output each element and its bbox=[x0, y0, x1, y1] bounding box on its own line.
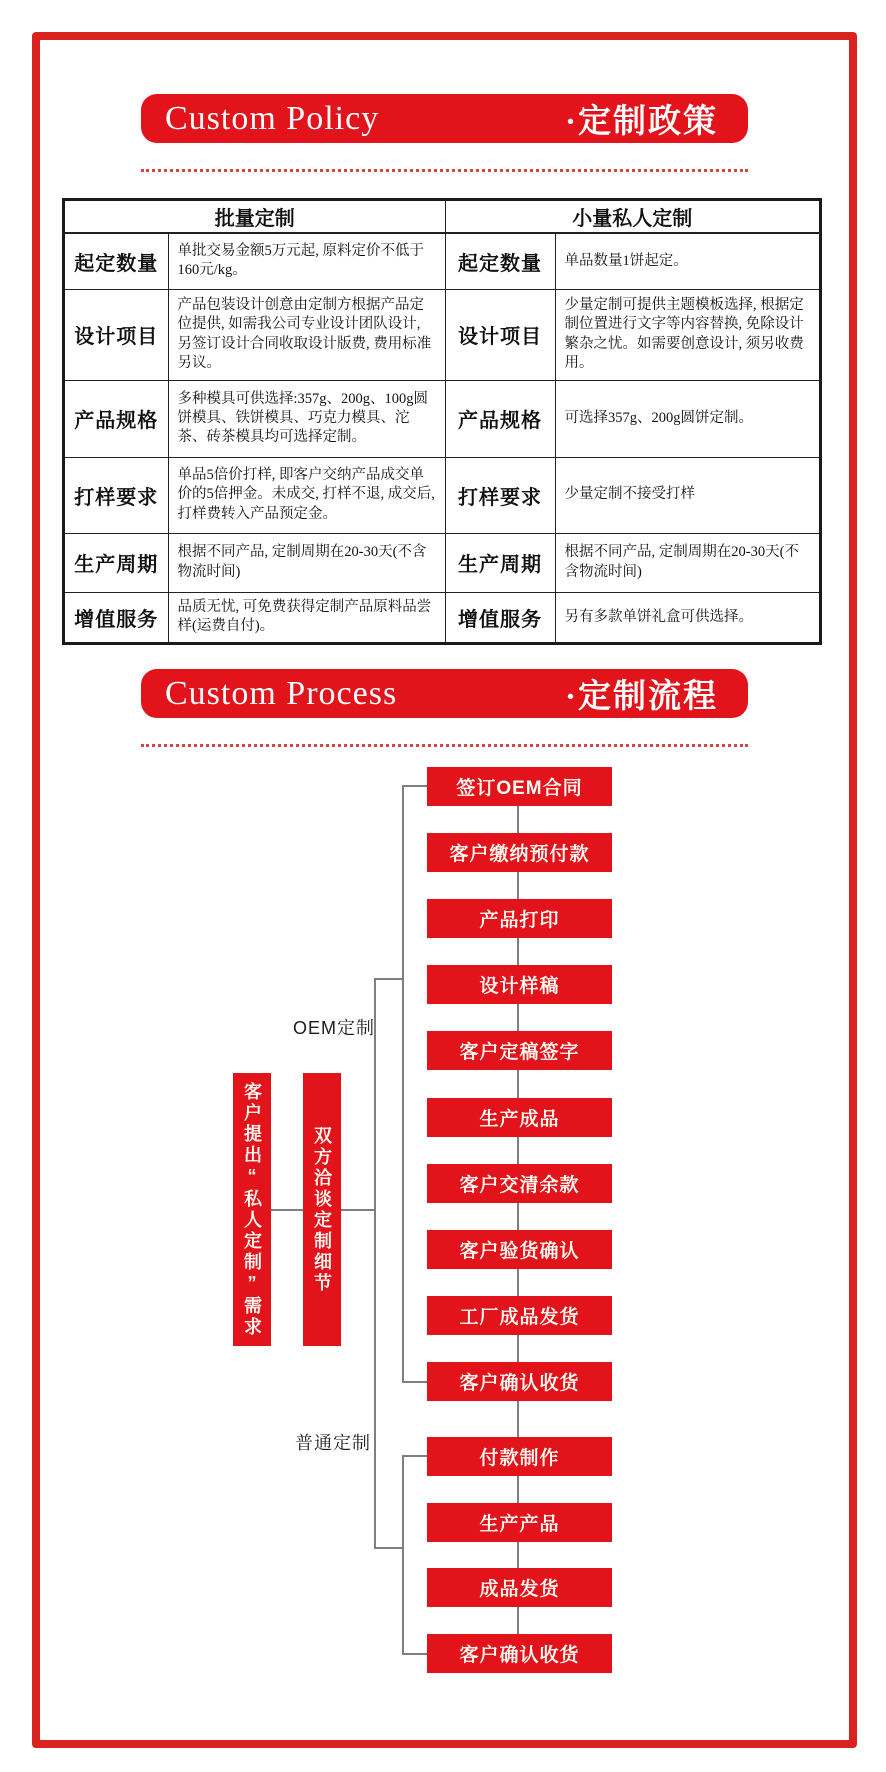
table-header-row bbox=[64, 200, 820, 233]
connector-branch-vertical bbox=[374, 978, 376, 1549]
connector-step bbox=[517, 1203, 519, 1230]
flow-start-bar-customer-demand bbox=[233, 1073, 271, 1346]
flow-start-bar-negotiation-label: 双方洽谈定制细节 bbox=[312, 1125, 332, 1294]
row-label-right: 打样要求 bbox=[445, 457, 555, 533]
flow-step: 工厂成品发货 bbox=[427, 1296, 612, 1335]
dotted-divider-2 bbox=[141, 744, 748, 747]
connector-oem-top-stub bbox=[402, 785, 428, 787]
flow-step: 客户确认收货 bbox=[427, 1634, 612, 1673]
process-banner bbox=[141, 669, 748, 718]
row-value-private: 少量定制不接受打样 bbox=[555, 457, 820, 533]
row-value-private: 单品数量1饼起定。 bbox=[555, 233, 820, 289]
connector-step bbox=[517, 1335, 519, 1362]
connector-normal-spine bbox=[402, 1456, 404, 1655]
row-value-bulk: 根据不同产品, 定制周期在20-30天(不含物流时间) bbox=[168, 533, 445, 592]
flow-step: 客户确认收货 bbox=[427, 1362, 612, 1401]
row-label-left: 生产周期 bbox=[64, 533, 168, 592]
row-label-right: 生产周期 bbox=[445, 533, 555, 592]
connector-oem-spine bbox=[402, 786, 404, 1383]
flow-start-bar-negotiation bbox=[303, 1073, 341, 1346]
flow-step: 签订OEM合同 bbox=[427, 767, 612, 806]
connector-step bbox=[517, 1070, 519, 1098]
connector-step bbox=[517, 1607, 519, 1634]
policy-banner bbox=[141, 94, 748, 143]
connector-step bbox=[517, 1401, 519, 1437]
flow-start-bar-customer-demand-label: 客户提出“私人定制”需求 bbox=[242, 1081, 262, 1338]
row-value-bulk: 产品包装设计创意由定制方根据产品定位提供, 如需我公司专业设计团队设计, 另签订设计合同收取设计版费, 费用标准另议。 bbox=[168, 289, 445, 380]
flow-step: 付款制作 bbox=[427, 1437, 612, 1476]
flow-step: 客户验货确认 bbox=[427, 1230, 612, 1269]
row-value-private: 另有多款单饼礼盒可供选择。 bbox=[555, 592, 820, 643]
row-value-bulk: 多种模具可供选择:357g、200g、100g圆饼模具、铁饼模具、巧克力模具、沱茶、砖茶模具均可选择定制。 bbox=[168, 380, 445, 457]
connector-step bbox=[517, 1542, 519, 1568]
flow-step: 生产产品 bbox=[427, 1503, 612, 1542]
row-value-bulk: 品质无忧, 可免费获得定制产品原料品尝样(运费自付)。 bbox=[168, 592, 445, 643]
row-value-private: 少量定制可提供主题模板选择, 根据定制位置进行文字等内容替换, 免除设计繁杂之忧。如需要创意设计, 须另收费用。 bbox=[555, 289, 820, 380]
policy-banner-title-zh: ·定制政策 bbox=[564, 104, 718, 140]
row-label-right: 起定数量 bbox=[445, 233, 555, 289]
connector-branch-to-oem bbox=[376, 978, 403, 980]
table-row bbox=[64, 592, 820, 643]
row-value-bulk: 单批交易金额5万元起, 原料定价不低于160元/kg。 bbox=[168, 233, 445, 289]
row-label-left: 增值服务 bbox=[64, 592, 168, 643]
table-row bbox=[64, 457, 820, 533]
connector-step bbox=[517, 872, 519, 899]
connector-step bbox=[517, 1004, 519, 1031]
row-label-left: 起定数量 bbox=[64, 233, 168, 289]
connector-normal-bottom-stub bbox=[402, 1653, 428, 1655]
flow-step: 生产成品 bbox=[427, 1098, 612, 1137]
row-value-private: 可选择357g、200g圆饼定制。 bbox=[555, 380, 820, 457]
dotted-divider-1 bbox=[141, 169, 748, 172]
connector-step bbox=[517, 1476, 519, 1503]
flow-step: 成品发货 bbox=[427, 1568, 612, 1607]
row-label-left: 产品规格 bbox=[64, 380, 168, 457]
table-row bbox=[64, 380, 820, 457]
flow-step: 产品打印 bbox=[427, 899, 612, 938]
row-label-right: 设计项目 bbox=[445, 289, 555, 380]
table-row bbox=[64, 233, 820, 289]
table-header-bulk: 批量定制 bbox=[64, 200, 445, 233]
table-row bbox=[64, 289, 820, 380]
table-row bbox=[64, 533, 820, 592]
policy-banner-title-en: Custom Policy bbox=[165, 99, 380, 137]
connector-step bbox=[517, 806, 519, 833]
row-value-bulk: 单品5倍价打样, 即客户交纳产品成交单价的5倍押金。未成交, 打样不退, 成交后, 打样费转入产品预定金。 bbox=[168, 457, 445, 533]
connector-oem-bottom-stub bbox=[402, 1381, 428, 1383]
row-label-right: 产品规格 bbox=[445, 380, 555, 457]
process-banner-title-zh: ·定制流程 bbox=[564, 679, 718, 715]
flow-step: 客户缴纳预付款 bbox=[427, 833, 612, 872]
connector-step bbox=[517, 1269, 519, 1296]
connector-step bbox=[517, 1137, 519, 1164]
branch-label-oem: OEM定制 bbox=[293, 1018, 376, 1038]
row-label-left: 设计项目 bbox=[64, 289, 168, 380]
process-banner-title-en: Custom Process bbox=[165, 674, 398, 712]
table-header-private: 小量私人定制 bbox=[445, 200, 820, 233]
branch-label-normal: 普通定制 bbox=[295, 1433, 371, 1453]
policy-comparison-table bbox=[63, 199, 821, 644]
connector-normal-top-stub bbox=[402, 1455, 428, 1457]
row-label-left: 打样要求 bbox=[64, 457, 168, 533]
flow-step: 客户交清余款 bbox=[427, 1164, 612, 1203]
connector-branch-to-normal bbox=[376, 1547, 403, 1549]
connector-step bbox=[517, 938, 519, 965]
row-value-private: 根据不同产品, 定制周期在20-30天(不含物流时间) bbox=[555, 533, 820, 592]
row-label-right: 增值服务 bbox=[445, 592, 555, 643]
flow-step: 设计样稿 bbox=[427, 965, 612, 1004]
flow-step: 客户定稿签字 bbox=[427, 1031, 612, 1070]
